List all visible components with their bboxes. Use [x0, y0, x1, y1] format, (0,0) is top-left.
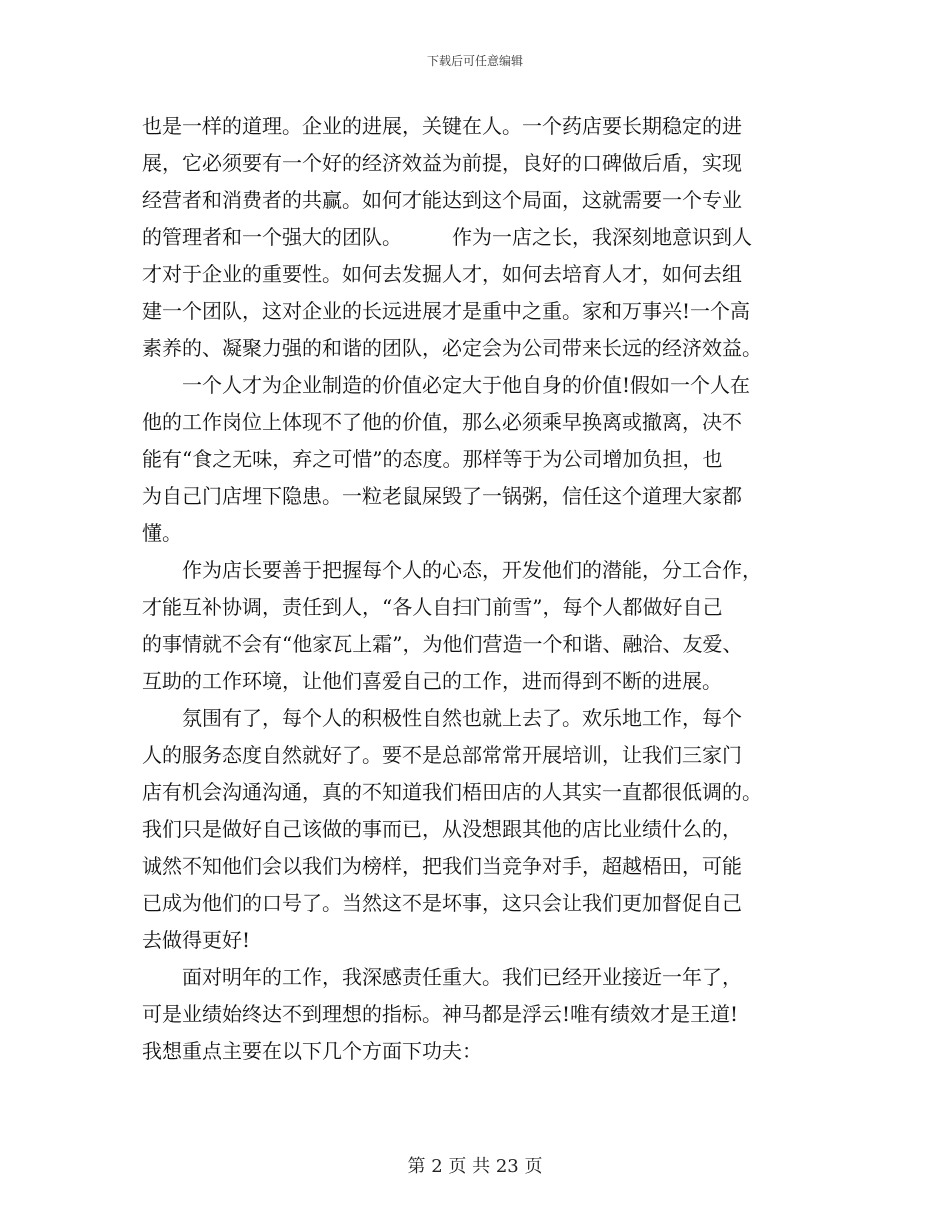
- text-line: 诚然不知他们会以我们为榜样，把我们当竞争对手，超越梧田，可能: [142, 854, 742, 878]
- text-line: 为自己门店埋下隐患。一粒老鼠屎毁了一锅粥，信任这个道理大家都: [142, 484, 742, 508]
- page-header-note: 下载后可任意编辑: [426, 54, 523, 68]
- text-line: 作为店长要善于把握每个人的心态，开发他们的潜能，分工合作，: [142, 558, 762, 582]
- text-line: 的事情就不会有“他家瓦上霜”，为他们营造一个和谐、融洽、友爱、: [142, 632, 743, 656]
- text-line: 人的服务态度自然就好了。要不是总部常常开展培训，让我们三家门: [142, 743, 742, 767]
- text-line: 已成为他们的口号了。当然这不是坏事，这只会让我们更加督促自己: [142, 891, 742, 915]
- text-line: 才能互补协调，责任到人，“各人自扫门前雪”，每个人都做好自己: [142, 595, 723, 619]
- text-line: 经营者和消费者的共赢。如何才能达到这个局面，这就需要一个专业: [142, 188, 742, 212]
- document-body: [142, 108, 810, 1070]
- text-line: 互助的工作环境，让他们喜爱自己的工作，进而得到不断的进展。: [142, 669, 722, 693]
- text-line: 能有“食之无味，弃之可惜”的态度。那样等于为公司增加负担，也: [142, 447, 723, 471]
- text-line: 我们只是做好自己该做的事而已，从没想跟其他的店比业绩什么的，: [142, 817, 742, 841]
- text-line: 可是业绩始终达不到理想的指标。神马都是浮云!唯有绩效才是王道!: [142, 1002, 739, 1026]
- text-line: 也是一样的道理。企业的进展，关键在人。一个药店要长期稳定的进: [142, 114, 742, 138]
- text-line: 氛围有了，每个人的积极性自然也就上去了。欢乐地工作，每个: [142, 706, 742, 730]
- text-line: 面对明年的工作，我深感责任重大。我们已经开业接近一年了，: [142, 965, 742, 989]
- text-line: 素养的、凝聚力强的和谐的团队，必定会为公司带来长远的经济效益。: [142, 336, 762, 360]
- text-line: 店有机会沟通沟通，真的不知道我们梧田店的人其实一直都很低调的。: [142, 780, 762, 804]
- text-line: 展，它必须要有一个好的经济效益为前提，良好的口碑做后盾，实现: [142, 151, 742, 175]
- text-line: 我想重点主要在以下几个方面下功夫：: [142, 1039, 482, 1063]
- text-line: 才对于企业的重要性。如何去发掘人才，如何去培育人才，如何去组: [142, 262, 742, 286]
- text-line: 的管理者和一个强大的团队。 作为一店之长，我深刻地意识到人: [142, 225, 752, 249]
- text-line: 建一个团队，这对企业的长远进展才是重中之重。家和万事兴!一个高: [142, 299, 751, 323]
- page-number: 第 2 页 共 23 页: [407, 1156, 543, 1177]
- text-line: 他的工作岗位上体现不了他的价值，那么必须乘早换离或撤离，决不: [142, 410, 742, 434]
- text-line: 懂。: [142, 521, 182, 545]
- text-line: 一个人才为企业制造的价值必定大于他自身的价值!假如一个人在: [142, 373, 751, 397]
- text-line: 去做得更好!: [142, 928, 251, 952]
